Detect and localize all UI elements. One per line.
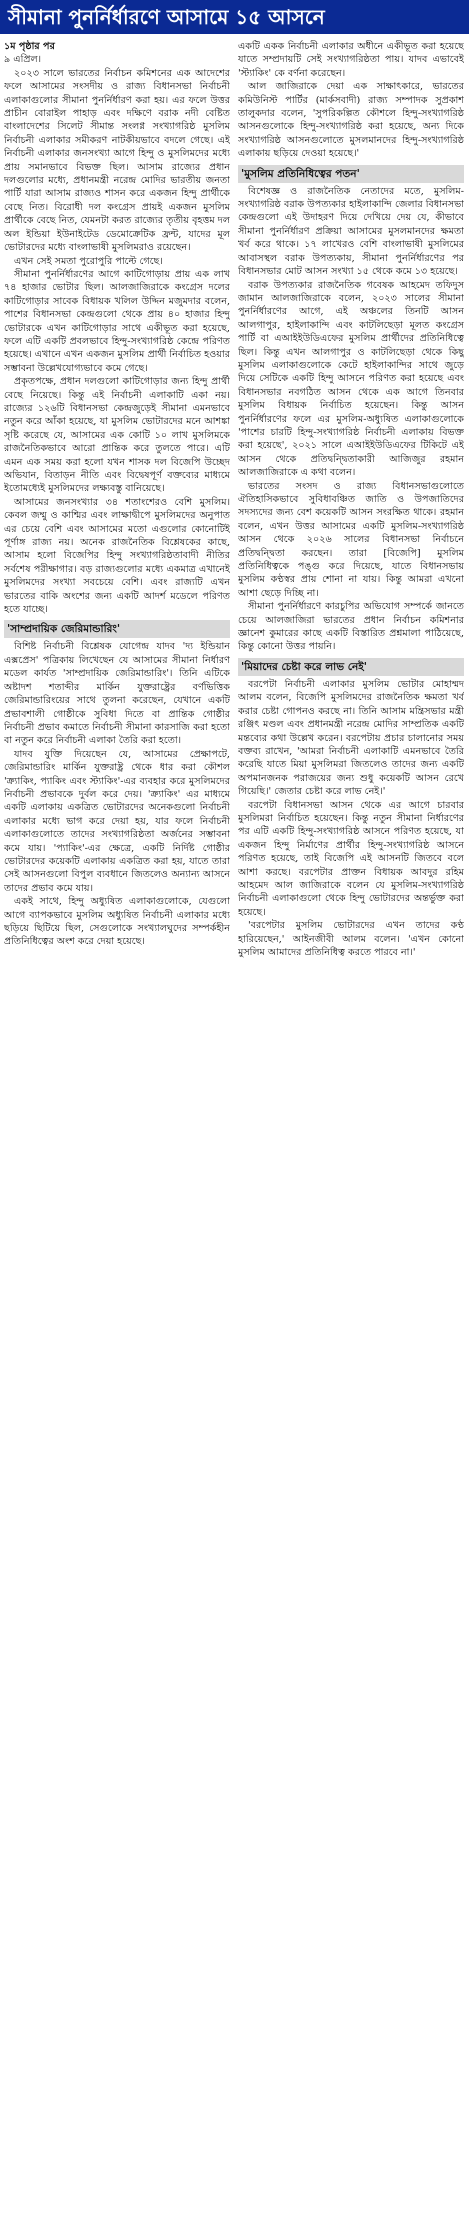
paragraph: আল জাজিরাকে দেয়া এক সাক্ষাৎকারে, ভারতের কমিউনিস্ট পার্টির (মার্কসবাদী) রাজ্য সম্পাদক সুপ্রকাশ তালুকদার বলেন, 'সুপরিকল্পিত কৌশলে হিন্দু-সংখ্যাগরিষ্ঠ আসনগুলোকে হিন্দু-সংখ্যাগরিষ্ঠ করা হয়েছে, অন্য দিকে সংখ্যাগরিষ্ঠ আসনগুলোতে মুসলমানদের হিন্দু-সংখ্যাগরিষ্ঠ এলাকায় ছড়িয়ে দেওয়া হয়েছে।' (238, 81, 464, 160)
paragraph: বরপেটা নির্বাচনী এলাকার মুসলিম ভোটার মোহাম্মদ আলম বলেন, বিজেপি মুসলিমদের রাজনৈতিক ক্ষমতা খর্ব করার চেষ্টা গোপনও করছে না। তিনি আসাম মন্ত্রিসভার মন্ত্রী রঞ্জিৎ মণ্ডল এবং প্রধানমন্ত্রী নরেন্দ্র মোদির সাম্প্রতিক একটি মন্তব্যের কথা উল্লেখ করেন। বরপেটায় প্রচার চালানোর সময় বক্তব্য রাখেন, 'আমরা নির্বাচনী এলাকাটি এমনভাবে তৈরি করেছি যাতে মিয়া মুসলিমরা জিতলেও তাদের জন্য একটি অপমানজনক পরাজয়ের জন্য শুধু কয়েকটি আসন রেখে গিয়েছি।' জেতার চেষ্টা করে লাভ নেই।' (238, 678, 464, 798)
subhead-muslim-representation: 'মুসলিম প্রতিনিধিত্বের পতন' (238, 165, 464, 183)
paragraph: এখন সেই সমতা পুরোপুরি পাল্টে গেছে। (14, 255, 163, 267)
paragraph: ভারতের সংসদ ও রাজ্য বিধানসভাগুলোতে ঐতিহাসিকভাবে সুবিধাবঞ্চিত জাতি ও উপজাতিদের সদস্যদের জন্য বেশ কয়েকটি আসন সংরক্ষিত থাকে। রহমান বলেন, এখন উত্তর আসামের একটি মুসলিম-সংখ্যাগরিষ্ঠ আসন থেকে ২০২৬ সালের বিধানসভা নির্বাচনে প্রতিদ্বন্দ্বিতা করছেন। তারা [বিজেপি] মুসলিম প্রতিনিধিত্বকে পঙ্গু করে দিয়েছে, যাতে বিধানসভায় মুসলিম কণ্ঠস্বর প্রায় শোনা না যায়। কিন্তু আমরা এখনো আশা ছেড়ে দিচ্ছি না। (238, 480, 464, 599)
paragraph: একই সাথে, হিন্দু অধ্যুষিত এলাকাগুলোকে, যেগুলো আগে ব্যাপকভাবে মুসলিম অধ্যুষিত নির্বাচনী এলাকার মধ্যে ছড়িয়ে ছিটিয়ে ছিল, সেগুলোকে সংখ্যালঘুদের সম্পর্কহীন প্রতিনিধিত্বের অংশ করে দেয়া হয়েছে। (4, 896, 230, 948)
headline: সীমানা পুনর্নির্ধারণে আসামে ১৫ আসনে (0, 0, 469, 34)
paragraph: আসামের জনসংখ্যার ৩৪ শতাংশেরও বেশি মুসলিম। কেবল জম্মু ও কাশ্মির এবং লাক্ষাদ্বীপে মুসলিমদের অনুপাত এর চেয়ে বেশি এবং আসামের মতো এগুলোর কোনোটিই পূর্ণাঙ্গ রাজ্য নয়। অনেক রাজনৈতিক বিশ্লেষকের কাছে, আসাম হলো বিজেপির হিন্দু সংখ্যাগরিষ্ঠতাবাদী নীতির সর্বশেষ পরীক্ষাগার। বড় রাজ্যগুলোর মধ্যে একমাত্র এখানেই মুসলিমদের সংখ্যা সবচেয়ে বেশি। এবং রাজ্যটি এখন ভারতের বাকি অংশের জন্য একটি আদর্শ মডেলে পরিণত হতে যাচ্ছে। (4, 496, 230, 616)
paragraph: প্রকৃতপক্ষে, প্রধান দলগুলো কাটিগোড়ার জন্য হিন্দু প্রার্থী বেছে নিয়েছে। কিন্তু এই নির্বাচনী এলাকাটি একা নয়। রাজ্যের ১২৬টি বিধানসভা কেন্দ্রজুড়েই সীমানা এমনভাবে নতুন করে আঁকা হয়েছে, যা মুসলিম ভোটারদের মনে আশঙ্কা সৃষ্টি করেছে যে, আসামের এক কোটি ১০ লাখ মুসলিমকে রাজনৈতিকভাবে আরো প্রান্তিক করে তুলতে পারে। এটি এমন এক সময় করা হলো যখন শাসক দল বিজেপি উচ্ছেদ অভিযান, বিতাড়ন নীতি এবং বিদ্বেষপূর্ণ বক্তব্যের মাধ্যমে ইতোমধ্যেই মুসলিমদের লক্ষ্যবস্তু বানিয়েছে। (4, 376, 230, 495)
continued-from: ১ম পৃষ্ঠার পর (4, 41, 55, 52)
dateline: ৯ এপ্রিল। (4, 54, 42, 66)
paragraph: বরপেটা বিধানসভা আসন থেকে এর আগে চারবার মুসলিমরা নির্বাচিত হয়েছেন। কিন্তু নতুন সীমানা নির্ধারণের পর এটি একটি হিন্দু-সংখ্যাগরিষ্ঠ আসনে পরিণত হয়েছে, যা একজন হিন্দু নির্মাণের প্রার্থীর হিন্দু-সংখ্যাগরিষ্ঠ আসনে পরিণত হয়েছে, তাই বিজেপি এই আসনটি জিতবে বলে আশা করছে। বরপেটার প্রাক্তন বিধায়ক আবদুর রহিম আহমেদ আল জাজিরাকে বলেন যে মুসলিম-সংখ্যাগরিষ্ঠ নির্বাচনী এলাকাগুলো থেকে হিন্দু ভোটারদের অন্তর্ভুক্ত করা হয়েছে। (238, 799, 464, 918)
paragraph: যাদব যুক্তি দিয়েছেন যে, আসামের প্রেক্ষাপটে, জেরিমান্ডারিং মার্কিন যুক্তরাষ্ট্র থেকে ধার করা কৌশল 'ক্র্যাকিং, প্যাকিং এবং স্ট্যাকিং'-এর ব্যবহার করে মুসলিমদের নির্বাচনী প্রভাবকে দুর্বল করে দেয়। 'ক্র্যাকিং' এর মাধ্যমে একটি এলাকায় একত্রিত ভোটারদের অনেকগুলো নির্বাচনী এলাকার মধ্যে ভাগ করে দেয়া হয়, যার ফলে নির্বাচনী এলাকাগুলোতে তাদের সংখ্যাগরিষ্ঠতা অর্জনের সম্ভাবনা কমে যায়। 'প্যাকিং'-এর ক্ষেত্রে, একটি নির্দিষ্ট গোষ্ঠীর ভোটারদের কয়েকটি এলাকায় একত্রিত করা হয়, যাতে তারা সেই আসনগুলো বিপুল ব্যবধানে জিতলেও অন্যান্য আসনে তাদের প্রভাব কমে যায়। (4, 748, 230, 894)
paragraph: বিশিষ্ট নির্বাচনী বিশ্লেষক যোগেন্দ্র যাদব 'দ্য ইন্ডিয়ান এক্সপ্রেস' পত্রিকায় লিখেছেন যে আসামের সীমানা নির্ধারণ মডেল কার্যত 'সাম্প্রদায়িক জেরিমান্ডারিং'। তিনি এটিকে অষ্টাদশ শতাব্দীর মার্কিন যুক্তরাষ্ট্রের বর্ণভিত্তিক জেরিমান্ডারিংয়ের সাথে তুলনা করেছেন, যেখানে একটি প্রভাবশালী গোষ্ঠীকে সুবিধা দিতে বা প্রান্তিক গোষ্ঠীর নির্বাচনী প্রভাব কমাতে নির্বাচনী সীমানা কারসাজি করা হতো বা নতুন করে নির্বাচনী এলাকা তৈরি করা হতো। (4, 641, 230, 747)
paragraph: বরাক উপত্যকার রাজনৈতিক গবেষক আহমেদ তফিদুস জামান আলজাজিরাকে বলেন, ২০২৩ সালের সীমানা পুনর্নির্ধারণের আগে, এই অঞ্চলের তিনটি আসন আলগাপুর, হাইলাকান্দি এবং কাটলিছেড়া মূলত কংগ্রেস পার্টি বা এআইইউডিএফের মুসলিম প্রার্থীদের প্রতিনিধিত্বে ছিল। কিন্তু এখন আলগাপুর ও কাটলিছেড়া থেকে কিছু মুসলিম এলাকাগুলোকে কেটে হাইলাকান্দির সাথে জুড়ে দিয়ে সেটিকে একটি হিন্দু আসনে পরিণত করা হয়েছে এবং বিধানসভার নবগঠিত আসন থেকে এক আগে তিনবার মুসলিম বিধায়ক নির্বাচিত হয়েছেন। কিন্তু আসন পুনর্নির্ধারণের ফলে এর মুসলিম-অধ্যুষিত এলাকাগুলোকে 'পাশের চারটি হিন্দু-সংখ্যাগরিষ্ঠ নির্বাচনী এলাকায় বিভক্ত করা হয়েছে', ২০২১ সালে এআইইউডিএফের টিকিটে এই আসন থেকে প্রতিদ্বন্দ্বিতাকারী আজিজুর রহমান আলজাজিরাকে এ কথা বলেন। (238, 279, 464, 479)
article-body (4, 40, 465, 2230)
left-column (4, 40, 230, 2230)
right-column (238, 40, 464, 2230)
subhead-gerrymandering: 'সাম্প্রদায়িক জেরিমান্ডারিং' (4, 620, 230, 638)
paragraph: সীমানা পুনর্নির্ধারণে কারচুপির অভিযোগ সম্পর্কে জানতে চেয়ে আলজাজিরা ভারতের প্রধান নির্বাচন কমিশনার জ্ঞানেশ কুমারের কাছে একটি বিস্তারিত প্রশ্নমালা পাঠিয়েছে, কিন্তু কোনো উত্তর পায়নি। (238, 601, 464, 653)
paragraph: একটি একক নির্বাচনী এলাকার অধীনে একীভূত করা হয়েছে যাতে সম্প্রদায়টি সেই সংখ্যাগরিষ্ঠতা পায়। যাদব এভাবেই 'স্ট্যাকিং' কে বর্ণনা করেছেন। (238, 41, 464, 79)
continued-line (4, 40, 230, 53)
paragraph: 'বরপেটার মুসলিম ভোটারদের এখন তাদের কণ্ঠ হারিয়েছেন,' আইনজীবী আলম বলেন। 'এখন কোনো মুসলিম আমাদের প্রতিনিধিত্ব করতে পারবে না।' (238, 920, 464, 958)
paragraph: ২০২৩ সালে ভারতের নির্বাচন কমিশনের এক আদেশের ফলে আসামের সংসদীয় ও রাজ্য বিধানসভা নির্বাচনী এলাকাগুলোর সীমানা পুনর্নির্ধারণ করা হয়। এর ফলে উত্তর প্রাচীন বোরাইল পাহাড় এবং দক্ষিণে বরাক নদী বেষ্টিত বাংলাদেশের সিলেট সীমান্ত সংলগ্ন সংখ্যাগরিষ্ঠ মুসলিম নির্বাচনী এলাকার সমীকরণ নাটকীয়ভাবে বদলে গেছে। এই নির্বাচনী এলাকার জনসংখ্যা আগে হিন্দু ও মুসলিমদের মধ্যে প্রায় সমানভাবে বিভক্ত ছিল। আসাম রাজ্যের প্রধান দলগুলোর মধ্যে, প্রধানমন্ত্রী নরেন্দ্র মোদির ভারতীয় জনতা পার্টি যারা আসাম রাজ্যও শাসন করে একজন হিন্দু প্রার্থীকে বেছে নিত। বিরোধী দল কংগ্রেস প্রায়ই একজন মুসলিম প্রার্থীকে বেছে নিত, যেমনটা করত রাজ্যের তৃতীয় বৃহত্তম দল অল ইন্ডিয়া ইউনাইটেড ডেমোক্রেটিক ফ্রন্ট, যাদের মূল ভোটারদের মধ্যে বাংলাভাষী মুসলিমরাও রয়েছেন। (4, 67, 230, 254)
paragraph: বিশেষজ্ঞ ও রাজনৈতিক নেতাদের মতে, মুসলিম-সংখ্যাগরিষ্ঠ বরাক উপত্যকার হাইলাকান্দি জেলার বিধানসভা কেন্দ্রগুলো এই উদাহরণ দিয়ে দেখিয়ে দেয় যে, কীভাবে সীমানা পুনর্নির্ধারণ প্রক্রিয়া আসামের মুসলমানদের ক্ষমতা খর্ব করে থাকে। ১৭ লাখেরও বেশি বাংলাভাষী মুসলিমের আবাসস্থল বরাক উপত্যকায়, সীমানা পুনর্নির্ধারণের পর বিধানসভার মোট আসন সংখ্যা ১৫ থেকে কমে ১৩ হয়েছে। (238, 185, 464, 278)
paragraph: সীমানা পুনর্নির্ধারণের আগে কাটিগোড়ায় প্রায় এক লাখ ৭৪ হাজার ভোটার ছিল। আলজাজিরাকে কংগ্রেস দলের কাটিগোড়ার সাবেক বিধায়ক খলিল উদ্দিন মজুমদার বলেন, পাশের বিধানসভা কেন্দ্রগুলো থেকে প্রায় ৪০ হাজার হিন্দু ভোটারকে এখন কাটিগোড়ার সাথে একীভূত করা হয়েছে, ফলে এটি একটি প্রবলভাবে হিন্দু-সংখ্যাগরিষ্ঠ কেন্দ্রে পরিণত হয়েছে। এখানে এখন একজন মুসলিম প্রার্থী নির্বাচিত হওয়ার সম্ভাবনা উল্লেখযোগ্যভাবে কমে গেছে। (4, 268, 230, 374)
subhead-miya: 'মিয়াদের চেষ্টা করে লাভ নেই' (238, 658, 464, 676)
